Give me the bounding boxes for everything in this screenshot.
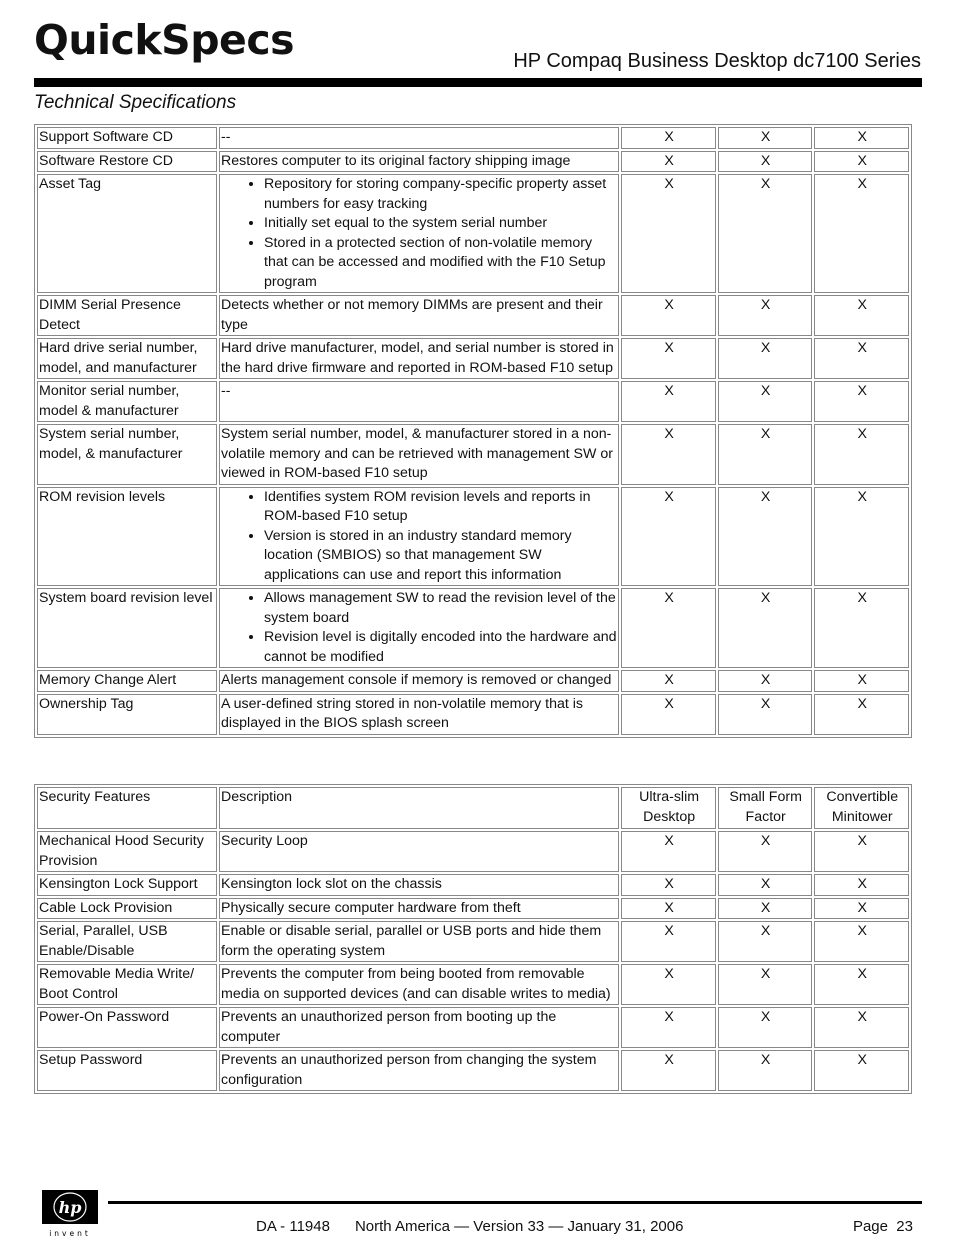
bullet-item: • Initially set equal to the system serial number bbox=[264, 214, 618, 234]
description-cell: Security Loop bbox=[219, 831, 619, 872]
availability-mark: X bbox=[814, 174, 909, 293]
availability-mark: X bbox=[718, 295, 813, 336]
availability-mark: X bbox=[718, 151, 813, 173]
table-row bbox=[37, 424, 909, 485]
description-cell: Prevents the computer from being booted from removable media on supported devices (and can disable writes to media) bbox=[219, 964, 619, 1005]
availability-mark: X bbox=[621, 381, 716, 422]
table-row bbox=[37, 151, 909, 173]
availability-mark: X bbox=[718, 588, 813, 668]
availability-mark: X bbox=[718, 1050, 813, 1091]
document-info: DA - 11948 North America — Version 33 — January 31, 2006 bbox=[256, 1218, 684, 1235]
availability-mark: X bbox=[814, 1007, 909, 1048]
availability-mark: X bbox=[718, 1007, 813, 1048]
description-cell: Prevents an unauthorized person from booting up the computer bbox=[219, 1007, 619, 1048]
availability-mark: X bbox=[718, 670, 813, 692]
availability-mark: X bbox=[621, 964, 716, 1005]
description-cell: Hard drive manufacturer, model, and serial number is stored in the hard drive firmware and reported in ROM-based F10 setup bbox=[219, 338, 619, 379]
availability-mark: X bbox=[814, 127, 909, 149]
table-header-row bbox=[37, 787, 909, 829]
availability-mark: X bbox=[621, 487, 716, 587]
bullet-item: • Identifies system ROM revision levels and reports in ROM-based F10 setup bbox=[264, 488, 618, 527]
availability-mark: X bbox=[814, 295, 909, 336]
availability-mark: X bbox=[814, 487, 909, 587]
bullet-list bbox=[221, 589, 618, 667]
availability-mark: X bbox=[814, 694, 909, 735]
bullet-item: • Allows management SW to read the revision level of the system board bbox=[264, 589, 618, 628]
hp-invent-logo bbox=[40, 1188, 100, 1238]
logo-tagline: invent bbox=[49, 1229, 91, 1238]
availability-mark: X bbox=[814, 921, 909, 962]
management-features-body bbox=[37, 127, 909, 735]
security-features-body bbox=[37, 831, 909, 1091]
hp-logo-icon bbox=[40, 1188, 100, 1238]
feature-cell: Kensington Lock Support bbox=[37, 874, 217, 896]
description-cell: Prevents an unauthorized person from changing the system configuration bbox=[219, 1050, 619, 1091]
header-rule bbox=[34, 78, 922, 87]
availability-mark: X bbox=[814, 588, 909, 668]
availability-mark: X bbox=[621, 127, 716, 149]
table-row bbox=[37, 964, 909, 1005]
feature-cell: System serial number, model, & manufacturer bbox=[37, 424, 217, 485]
availability-mark: X bbox=[814, 1050, 909, 1091]
management-features-table bbox=[34, 124, 912, 738]
product-name: HP Compaq Business Desktop dc7100 Series bbox=[513, 50, 921, 72]
availability-mark: X bbox=[814, 670, 909, 692]
table-row bbox=[37, 694, 909, 735]
table-row bbox=[37, 588, 909, 668]
bullet-item: • Stored in a protected section of non-volatile memory that can be accessed and modified with the F10 Setup program bbox=[264, 234, 618, 293]
availability-mark: X bbox=[814, 831, 909, 872]
logo-hp-text: hp bbox=[58, 1198, 82, 1217]
availability-mark: X bbox=[814, 338, 909, 379]
availability-mark: X bbox=[621, 670, 716, 692]
feature-cell: Support Software CD bbox=[37, 127, 217, 149]
availability-mark: X bbox=[621, 151, 716, 173]
feature-cell: Hard drive serial number, model, and manufacturer bbox=[37, 338, 217, 379]
table-row bbox=[37, 921, 909, 962]
feature-cell: Memory Change Alert bbox=[37, 670, 217, 692]
table-row bbox=[37, 898, 909, 920]
table-row bbox=[37, 1050, 909, 1091]
availability-mark: X bbox=[814, 381, 909, 422]
availability-mark: X bbox=[814, 424, 909, 485]
availability-mark: X bbox=[621, 295, 716, 336]
availability-mark: X bbox=[718, 964, 813, 1005]
table-row bbox=[37, 1007, 909, 1048]
footer-rule bbox=[108, 1201, 922, 1204]
section-title: Technical Specifications bbox=[34, 92, 237, 113]
availability-mark: X bbox=[718, 174, 813, 293]
header-small-form-factor: Small Form Factor bbox=[718, 787, 813, 829]
feature-cell: Removable Media Write/ Boot Control bbox=[37, 964, 217, 1005]
feature-cell: Cable Lock Provision bbox=[37, 898, 217, 920]
table-row bbox=[37, 381, 909, 422]
quickspecs-title: QuickSpecs bbox=[34, 16, 295, 64]
feature-cell: DIMM Serial Presence Detect bbox=[37, 295, 217, 336]
feature-cell: Software Restore CD bbox=[37, 151, 217, 173]
description-cell: Restores computer to its original factory shipping image bbox=[219, 151, 619, 173]
description-cell bbox=[219, 588, 619, 668]
description-cell: Enable or disable serial, parallel or USB ports and hide them form the operating system bbox=[219, 921, 619, 962]
description-cell: System serial number, model, & manufacturer stored in a non-volatile memory and can be retrieved with management SW or viewed in ROM-based F10 setup bbox=[219, 424, 619, 485]
availability-mark: X bbox=[621, 1007, 716, 1048]
header-security-features: Security Features bbox=[37, 787, 217, 829]
availability-mark: X bbox=[621, 338, 716, 379]
availability-mark: X bbox=[718, 874, 813, 896]
table-row bbox=[37, 174, 909, 293]
availability-mark: X bbox=[621, 1050, 716, 1091]
availability-mark: X bbox=[718, 338, 813, 379]
availability-mark: X bbox=[718, 381, 813, 422]
table-row bbox=[37, 127, 909, 149]
feature-cell: Ownership Tag bbox=[37, 694, 217, 735]
availability-mark: X bbox=[814, 964, 909, 1005]
feature-cell: Setup Password bbox=[37, 1050, 217, 1091]
header-ultra-slim-desktop: Ultra-slim Desktop bbox=[621, 787, 716, 829]
description-cell: -- bbox=[219, 381, 619, 422]
bullet-item: • Version is stored in an industry standard memory location (SMBIOS) so that management SW applications can use and report this information bbox=[264, 527, 618, 586]
table-row bbox=[37, 874, 909, 896]
feature-cell: Power-On Password bbox=[37, 1007, 217, 1048]
availability-mark: X bbox=[718, 424, 813, 485]
table-row bbox=[37, 670, 909, 692]
page-number: Page 23 bbox=[852, 1218, 913, 1235]
availability-mark: X bbox=[621, 921, 716, 962]
availability-mark: X bbox=[718, 831, 813, 872]
availability-mark: X bbox=[621, 831, 716, 872]
description-cell: -- bbox=[219, 127, 619, 149]
description-cell: Physically secure computer hardware from theft bbox=[219, 898, 619, 920]
feature-cell: Asset Tag bbox=[37, 174, 217, 293]
bullet-list bbox=[221, 175, 618, 292]
feature-cell: Monitor serial number, model & manufacturer bbox=[37, 381, 217, 422]
availability-mark: X bbox=[718, 694, 813, 735]
feature-cell: ROM revision levels bbox=[37, 487, 217, 587]
bullet-item: • Repository for storing company-specific property asset numbers for easy tracking bbox=[264, 175, 618, 214]
availability-mark: X bbox=[814, 151, 909, 173]
feature-cell: Mechanical Hood Security Provision bbox=[37, 831, 217, 872]
description-cell: Detects whether or not memory DIMMs are present and their type bbox=[219, 295, 619, 336]
availability-mark: X bbox=[621, 874, 716, 896]
availability-mark: X bbox=[621, 898, 716, 920]
availability-mark: X bbox=[621, 174, 716, 293]
feature-cell: System board revision level bbox=[37, 588, 217, 668]
header-description: Description bbox=[219, 787, 619, 829]
table-row bbox=[37, 295, 909, 336]
availability-mark: X bbox=[621, 424, 716, 485]
bullet-list bbox=[221, 488, 618, 586]
availability-mark: X bbox=[814, 898, 909, 920]
security-features-table bbox=[34, 784, 912, 1094]
table-row bbox=[37, 338, 909, 379]
table-row bbox=[37, 831, 909, 872]
availability-mark: X bbox=[621, 588, 716, 668]
table-row bbox=[37, 487, 909, 587]
feature-cell: Serial, Parallel, USB Enable/Disable bbox=[37, 921, 217, 962]
availability-mark: X bbox=[718, 487, 813, 587]
description-cell: Alerts management console if memory is removed or changed bbox=[219, 670, 619, 692]
description-cell: Kensington lock slot on the chassis bbox=[219, 874, 619, 896]
availability-mark: X bbox=[718, 127, 813, 149]
availability-mark: X bbox=[718, 898, 813, 920]
availability-mark: X bbox=[814, 874, 909, 896]
availability-mark: X bbox=[621, 694, 716, 735]
availability-mark: X bbox=[718, 921, 813, 962]
header-convertible-minitower: Convertible Minitower bbox=[814, 787, 909, 829]
description-cell bbox=[219, 174, 619, 293]
description-cell: A user-defined string stored in non-volatile memory that is displayed in the BIOS splash screen bbox=[219, 694, 619, 735]
bullet-item: • Revision level is digitally encoded into the hardware and cannot be modified bbox=[264, 628, 618, 667]
description-cell bbox=[219, 487, 619, 587]
